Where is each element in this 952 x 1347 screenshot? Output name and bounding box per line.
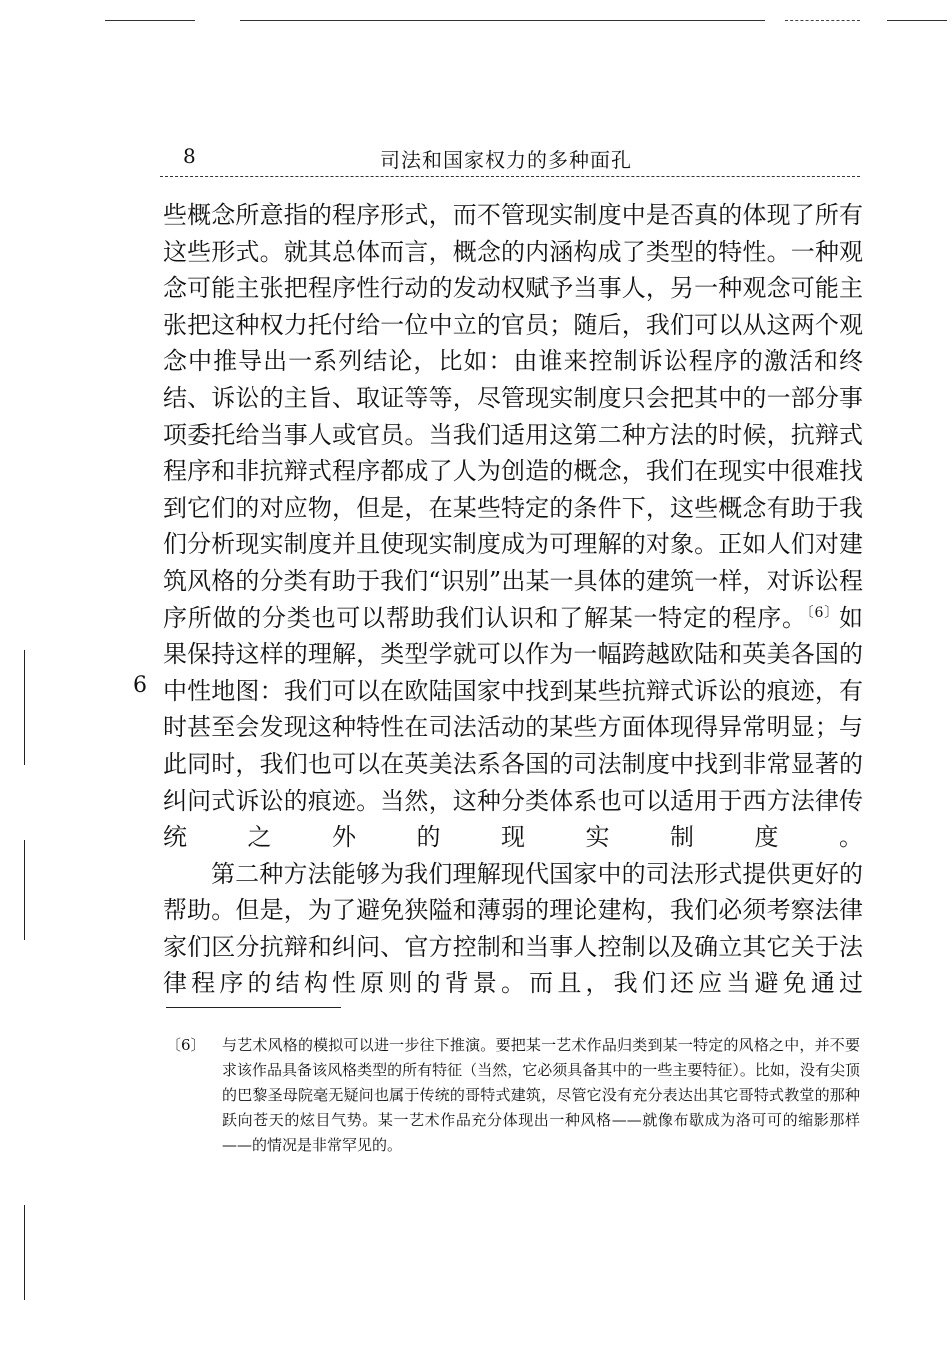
paragraph: 第二种方法能够为我们理解现代国家中的司法形式提供更好的帮助。但是，为了避免狭隘和薄弱的理论建构，我们必须考察法律家们区分抗辩和纠问、官方控制和当事人控制以及确立其它关于法律程序的结构性原则的背景。而且，我们还应当避免通过 — [163, 859, 863, 998]
footnote-rule — [166, 1007, 341, 1008]
footnote-text: 与艺术风格的模拟可以进一步往下推演。要把某一艺术作品归类到某一特定的风格之中，并不要求该作品具备该风格类型的所有特征（当然，它必须具备其中的一些主要特征）。比如，没有尖顶的巴黎圣母院毫无疑问也属于传统的哥特式建筑，尽管它没有充分表达出其它哥特式教堂的那种跃向苍天的炫目气势。某一艺术作品充分体现出一种风格——就像布歇成为洛可可的缩影那样——的情况是非常罕见的。 — [222, 1036, 860, 1154]
footnote-mark: 〔6〕 — [166, 1036, 206, 1054]
scan-margin-mark — [24, 650, 25, 765]
scan-margin-mark — [24, 1205, 25, 1300]
footnote — [166, 1033, 860, 1158]
scan-margin-mark — [24, 840, 25, 940]
main-text — [163, 197, 863, 1002]
paragraph-text: 如果保持这样的理解，类型学就可以作为一幅跨越欧陆和英美各国的中性地图：我们可以在欧陆国家中找到某些抗辩式诉讼的痕迹，有时甚至会发现这种特性在司法活动的某些方面体现得异常明显；与此同时，我们也可以在英美法系各国的司法制度中找到非常显著的纠问式诉讼的痕迹。当然，这种分类体系也可以适用于西方法律传统之外的现实制度。 — [163, 603, 863, 852]
header-rule — [160, 176, 860, 177]
paragraph-text: 些概念所意指的程序形式，而不管现实制度中是否真的体现了所有这些形式。就其总体而言，概念的内涵构成了类型的特性。一种观念可能主张把程序性行动的发动权赋予当事人，另一种观念可能主张把这种权力托付给一位中立的官员；随后，我们可以从这两个观念中推导出一系列结论，比如：由谁来控制诉讼程序的激活和终结、诉讼的主旨、取证等等，尽管现实制度只会把其中的一部分事项委托给当事人或官员。当我们适用这第二种方法的时候，抗辩式程序和非抗辩式程序都成了人为创造的概念，我们在现实中很难找到它们的对应物，但是，在某些特定的条件下，这些概念有助于我们分析现实制度并且使现实制度成为可理解的对象。正如人们对建筑风格的分类有助于我们“识别”出某一具体的建筑一样，对诉讼程序所做的分类也可以帮助我们认识和了解某一特定的程序。 — [163, 201, 863, 632]
paragraph — [163, 197, 863, 856]
running-head — [160, 142, 860, 172]
margin-page-reference: 6 — [133, 673, 147, 698]
scan-edge-line — [887, 20, 947, 21]
scan-edge-line — [240, 20, 765, 21]
running-title: 司法和国家权力的多种面孔 — [380, 148, 632, 172]
scan-edge-line — [785, 20, 860, 21]
scan-edge-line — [105, 20, 195, 21]
page-number: 8 — [183, 144, 196, 168]
footnote-reference: 〔6〕 — [806, 604, 839, 621]
